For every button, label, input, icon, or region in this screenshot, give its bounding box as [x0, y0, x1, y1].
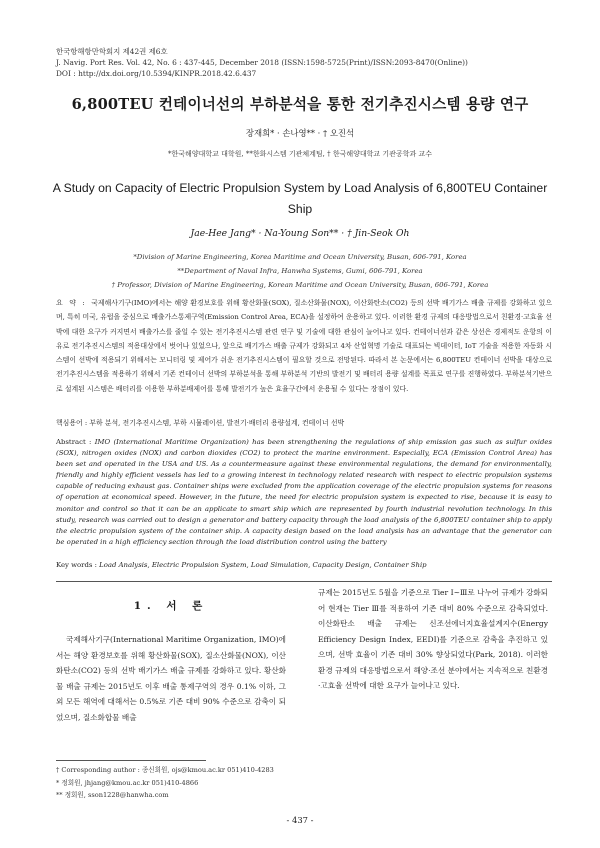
abstract-ko-text: 국제해사기구(IMO)에서는 해양 환경보호를 위해 황산화물(SOX), 질소산화물(NOX), 이산화탄소(CO2) 등의 선박 배기가스 배출 규제를 강화하고 있으며, 특히 미국, 유럽을 중심으로 배출가스통제구역(Emission Control Area, ECA)을 설정하여 운용하고 있다. 이러한 환경 규제의 대응방법으로서 친환경·고효율 선박에 대한 요구가 커지면서 배출가스를 줄일 수 있는 전기추진시스템 관련 연구 및 기술에 대한 관심이 늘어나고 있다. 컨테이너선과 같은 상선은 경제적도 운항의 이유로 전기추진시스템의 적용대상에서 벗어나 있었으나, 앞으로 배기가스 배출 규제가 강화되고 4차 산업혁명 기술로 대표되는 빅데이터, IoT 기술을 적용한 자동화 시스템이 선박에 적용되기 위해서는 모니터링 및 제어가 쉬운 전기추진시스템이 필요할 것으로 전망된다. 따라서 본 논문에서는 6,800TEU 컨테이너 선박을 대상으로 전기추진시스템을 적용하기 위해서 기존 컨테이너 선박의 부하분석을 통해 부하분석 기반의 발전기 및 배터리 용량 설계를 목표로 연구를 진행하였다. 부하분석기반으로 설계된 시스템은 배터리를 이용한 부하분배제어를 통해 발전기가 높은 효율구간에서 운용될 수 있다는 장점이 있다.: [56, 299, 552, 393]
affiliations-ko: *한국해양대학교 대학원, **한화시스템 기관체계팀, † 한국해양대학교 기관공학과 교수: [168, 150, 432, 158]
abstract-ko-label: 요 약 :: [56, 299, 87, 307]
journal-header: [56, 46, 468, 79]
footnote-divider: [56, 760, 206, 761]
abstract-en-text: IMO (International Maritime Organization) has been strengthening the regulations of ship emission gas such as sulfur oxides (SOX), nitrogen oxides (NOX) and carbon dioxides (CO2) to protect the marine environment. Especially, ECA (Emission Control Area) has been set and operated in the USA and US. As a countermeasure against these environmental regulations, the demand for environmentally, friendly and highly efficient vessels has led to a growing interest in technology related research with respect to electric propulsion systems capable of reducing exhaust gas. Container ships were excluded from the application coverage of the electric propulsion systems for reasons of operation at economical speed. However, in the future, the need for electric propulsion system is expected to rise, because it is easy to monitor and control so that it can be an applicate to smart ship which are represented by fourth industrial revolution technology. In this study, research was carried out to design a generator and battery capacity through the load analysis of the 6,800TEU container ship to apply the electric propulsion system of the container ship. A capacity design based on the load analysis has an advantage that the generator can be operated in a high efficiency section through the load distribution control using the battery: [56, 438, 552, 546]
section-heading-introduction: 1. 서 론: [133, 600, 209, 612]
section-divider: [56, 581, 552, 582]
footnotes: [56, 764, 316, 802]
body-column-left: 국제해사기구(International Maritime Organization, IMO)에서는 해양 환경보호를 위해 황산화물(SOX), 질소산화물(NOX), 이산화탄소(CO2) 등의 선박 배기가스 배출 규제를 강화하고 있다. 황산화물 배출 규제는 2015년도 이후 배출 통제구역의 경우 0.1% 이하, 그 외 모든 해역에 대해서는 0.5%로 기존 대비 90% 수준으로 감축이 되었으며, 질소화합물 배출: [56, 635, 286, 722]
footnote-author-2: ** 정회원, sson1228@hanwha.com: [56, 791, 169, 800]
keywords-ko-text: 부하 분석, 전기추진시스템, 부하 시뮬레이션, 발전기·배터리 용량설계, 컨테이너 선박: [89, 419, 345, 427]
abstract-ko: [56, 296, 552, 396]
paper-title-en: A Study on Capacity of Electric Propulsion System by Load Analysis of 6,800TEU Container Ship: [52, 181, 548, 216]
affiliation-en-3: † Professor, Division of Marine Engineering, Korean Maritime and Ocean University, Busan, 606-791, Korea: [111, 281, 489, 289]
journal-citation: J. Navig. Port Res. Vol. 42, No. 6 : 437-445, December 2018 (ISSN:1598-5725(Print)/ISSN:2093-8470(Online)): [56, 58, 468, 67]
authors-en: Jae-Hee Jang* · Na-Young Son** · † Jin-Seok Oh: [190, 228, 410, 239]
keywords-en-label: Key words :: [56, 561, 97, 569]
keywords-ko: [56, 417, 552, 427]
abstract-en-label: Abstract :: [56, 438, 92, 446]
affiliation-en-1: *Division of Marine Engineering, Korea Maritime and Ocean University, Busan, 606-791, Korea: [133, 253, 467, 261]
page-number: - 437 -: [286, 815, 314, 825]
affiliations-en: [0, 250, 600, 292]
keywords-en: [56, 561, 552, 569]
body-column-right: 규제는 2015년도 5월을 기준으로 Tier Ⅰ~Ⅲ로 나누어 규제가 강화되어 현재는 Tier Ⅲ를 적용하여 기존 대비 80% 수준으로 감축되었다. 이산화탄소 배출 규제는 신조선에너지효율설계지수(Energy Efficiency Design Index, EEDI)를 기준으로 감축을 추진하고 있으며, 선박 효율이 기존 대비 30% 향상되었다(Park, 2018). 이러한 환경 규제의 대응방법으로서 해양·조선 분야에서는 지속적으로 친환경·고효율 선박에 대한 요구가 늘어나고 있다.: [318, 588, 548, 690]
keywords-en-text: Load Analysis, Electric Propulsion System, Load Simulation, Capacity Design, Container Ship: [99, 561, 427, 569]
footnote-author-1: * 정회원, jhjang@kmou.ac.kr 051)410-4866: [56, 778, 199, 787]
abstract-en: [56, 437, 552, 548]
paper-title-ko: 6,800TEU 컨테이너선의 부하분석을 통한 전기추진시스템 용량 연구: [71, 96, 529, 113]
footnote-corresponding: † Corresponding author : 종신회원, ojs@kmou.ac.kr 051)410-4283: [56, 766, 274, 774]
authors-ko: 장재희* · 손나영** · † 오진석: [245, 128, 355, 138]
keywords-ko-label: 핵심용어 :: [56, 419, 88, 427]
affiliation-en-2: **Department of Naval Infra, Hanwha Systems, Gumi, 606-791, Korea: [177, 267, 423, 275]
journal-name-ko: 한국항해항만학회지 제42권 제6호: [56, 47, 168, 56]
doi-link[interactable]: DOI : http://dx.doi.org/10.5394/KINPR.2018.42.6.437: [56, 69, 257, 78]
